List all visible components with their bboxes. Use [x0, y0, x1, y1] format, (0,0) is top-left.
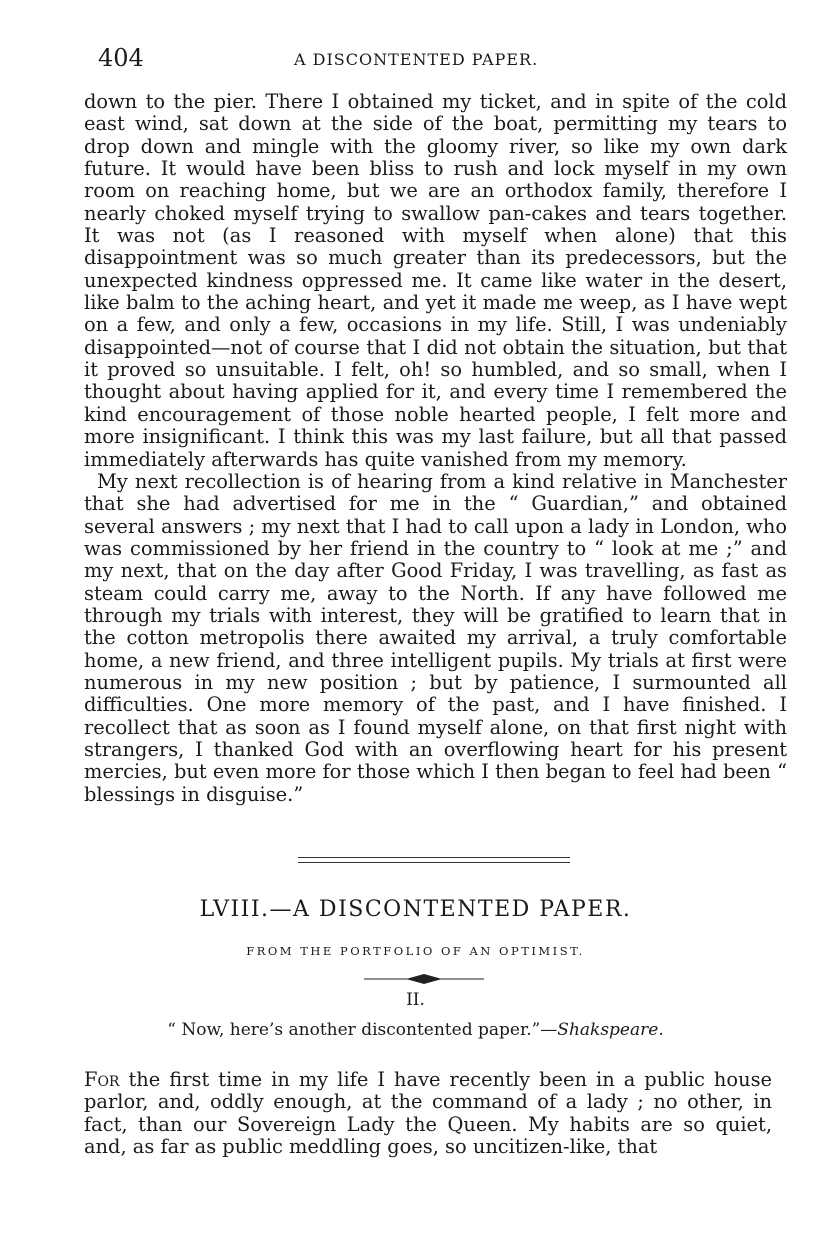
chapter-subheading: FROM THE PORTFOLIO OF AN OPTIMIST. — [246, 944, 585, 958]
running-title: A DISCONTENTED PAPER. — [294, 50, 539, 69]
paragraph-2: My next recollection is of hearing from a kind relative in Manchester that she had advertised for me in the “ Guardian,” and obtained several answers ; my next that I had to call upon a lady in London, who was commissioned by her friend in the country to “ look at me ;” and my next, that on the day after Good Friday, I was travelling, as fast as steam could carry me, away to the North. If any have followed me through my trials with interest, they will be gratified to learn that in the cotton metropolis there awaited my arrival, a truly comfortable home, a new friend, and three intelligent pupils. My trials at first were numerous in my new position ; but by patience, I surmounted all difficulties. One more memory of the past, and I have finished. I recollect that as soon as I found myself alone, on that first night with strangers, I thanked God with an overflowing heart for his present mercies, but even more for those which I then began to feel had been “ blessings in disguise.” — [84, 469, 787, 806]
chapter-heading: LVIII.—A DISCONTENTED PAPER. — [199, 897, 632, 922]
epigraph-source: Shakspeare. — [557, 1020, 664, 1040]
running-head — [98, 44, 788, 74]
page-number: 404 — [98, 44, 144, 72]
ornament-divider-icon — [364, 970, 484, 988]
chapter-opening — [84, 1069, 772, 1158]
opening-lead-word: For — [84, 1068, 120, 1091]
part-number: II. — [406, 990, 425, 1010]
epigraph — [0, 1020, 831, 1040]
section-divider-rule — [298, 857, 570, 863]
opening-paragraph — [84, 1069, 772, 1158]
epigraph-quote: “ Now, here’s another discontented paper.”— — [167, 1020, 558, 1040]
paragraph-1: down to the pier. There I obtained my ticket, and in spite of the cold east wind, sat down at the side of the boat, permitting my tears to drop down and mingle with the gloomy river, so like my own dark future. It would have been bliss to rush and lock myself in my own room on reaching home, but we are an orthodox family, therefore I nearly choked myself trying to swallow pan-cakes and tears together. It was not (as I reasoned with myself when alone) that this disappointment was so much greater than its predecessors, but the unexpected kindness oppressed me. It came like water in the desert, like balm to the aching heart, and yet it made me weep, as I have wept on a few, and only a few, occasions in my life. Still, I was undeniably disappointed—not of course that I did not obtain the situation, but that it proved so unsuitable. I felt, oh! so humbled, and so small, when I thought about having applied for it, and every time I remembered the kind encouragement of those noble hearted people, I felt more and more insignificant. I think this was my last failure, but all that passed immediately afterwards has quite vanished from my memory. — [84, 90, 787, 471]
opening-text: the first time in my life I have recently been in a public house parlor, and, oddly enough, at the command of a lady ; no other, in fact, than our Sovereign Lady the Queen. My habits are so quiet, and, as far as public meddling goes, so uncitizen-like, that — [84, 1068, 772, 1159]
previous-chapter-ending — [84, 91, 787, 806]
